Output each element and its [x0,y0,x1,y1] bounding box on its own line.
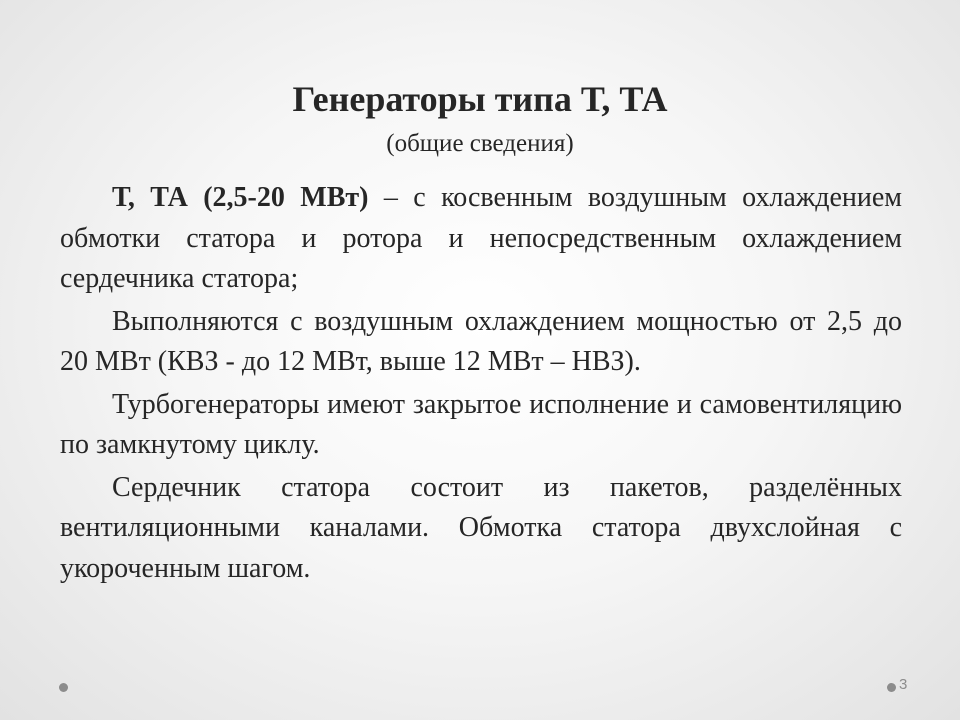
paragraph-1-bold: Т, ТА (2,5-20 МВт) [112,182,369,213]
page-number: 3 [899,676,908,693]
slide-subtitle: (общие сведения) [386,130,574,157]
slide-title: Генераторы типа Т, ТА [292,79,668,119]
slide-body [60,178,902,591]
right-dot-icon [887,683,896,692]
left-dot-icon [59,683,68,692]
paragraph-2: Выполняются с воздушным охлаждением мощностью от 2,5 до 20 МВт (КВЗ - до 12 МВт, выше 12 МВт – НВЗ). [60,305,902,377]
paragraph-3: Турбогенераторы имеют закрытое исполнение и самовентиляцию по замкнутому циклу. [60,388,902,460]
paragraph-4: Сердечник статора состоит из пакетов, разделённых вентиляционными каналами. Обмотка статора двухслойная с укороченным шагом. [60,471,902,584]
paragraph-1-text: – с косвенным воздушным охлаждением обмотки статора и ротора и непосредственным охлаждением сердечника статора; [60,182,902,294]
paragraph-1 [60,178,902,300]
